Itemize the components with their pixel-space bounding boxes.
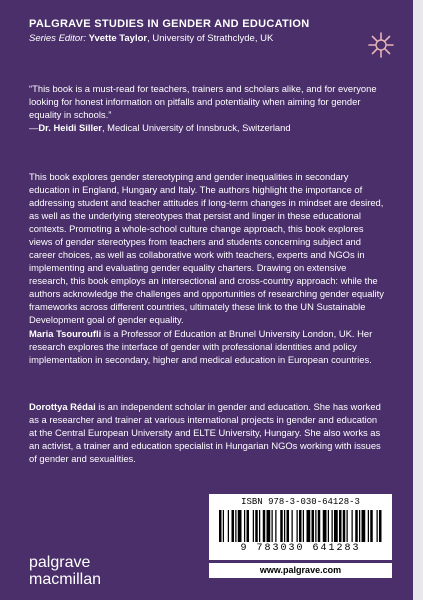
endorsement-quote bbox=[29, 82, 386, 134]
barcode-bar bbox=[253, 510, 254, 542]
barcode-bars bbox=[219, 510, 382, 542]
book-description: This book explores gender stereotyping and gender inequalities in secondary education in England, Hungary and Italy. The authors highlight the importance of addressing student and teacher attitudes if long-term changes in mindset are desired, as well as the underlying stereotypes that persist and linger in these educational contexts. Promoting a whole-school culture change approach, this book explores views of gender stereotypes from teachers and students concerning subject and career choices, as well as collaborative work with teachers, experts and NGOs in implementing and evaluating gender equality charters. Drawing on extensive research, this book employs an intersectional and cross-country approach: while the authors acknowledge the challenges and opportunities of researching gender equality frameworks across different countries, ultimately these link to the UN Sustainable Development goal of gender equality. bbox=[29, 171, 384, 325]
series-editor bbox=[29, 33, 359, 44]
series-editor-label: Series Editor: bbox=[29, 33, 87, 44]
barcode-bar bbox=[332, 510, 333, 542]
barcode-bar bbox=[292, 510, 293, 542]
barcode-bar bbox=[280, 510, 283, 542]
barcode-bar bbox=[312, 510, 315, 542]
author-name: Maria Tsouroufli bbox=[29, 328, 102, 339]
barcode-bar bbox=[223, 510, 224, 542]
barcode-bar bbox=[287, 510, 290, 542]
palgrave-star-logo-icon bbox=[366, 30, 396, 60]
barcode-bar bbox=[299, 510, 302, 542]
barcode-bar bbox=[370, 510, 373, 542]
barcode-bar bbox=[307, 510, 311, 542]
barcode-bar bbox=[362, 510, 366, 542]
author-bio bbox=[29, 400, 386, 465]
barcode-bar bbox=[359, 510, 360, 542]
barcode-bar bbox=[267, 510, 271, 542]
barcode-bar bbox=[355, 510, 358, 542]
barcode-bar bbox=[343, 510, 346, 542]
barcode-bar bbox=[303, 510, 304, 542]
barcode-bar bbox=[235, 510, 236, 542]
spine-edge bbox=[413, 0, 423, 600]
barcode-bar bbox=[259, 510, 260, 542]
barcode-bar bbox=[347, 510, 348, 542]
quote-author-affiliation: , Medical University of Innsbruck, Switzerland bbox=[101, 122, 291, 133]
author-bio-text: is a Professor of Education at Brunel University London, UK. Her research explores the interface of gender with professional identities and policy implementation in secondary, higher and medical education in European countries. bbox=[29, 328, 373, 365]
publisher-line1: palgrave bbox=[29, 554, 91, 571]
barcode-bar bbox=[315, 510, 316, 542]
author-bio bbox=[29, 327, 386, 366]
barcode-bar bbox=[232, 510, 235, 542]
quote-dash: — bbox=[29, 122, 39, 133]
barcode-bar bbox=[334, 510, 338, 542]
quote-author-name: Dr. Heidi Siller bbox=[38, 122, 102, 133]
barcode-bar bbox=[352, 510, 353, 542]
barcode-bar bbox=[255, 510, 258, 542]
publisher-logo bbox=[29, 554, 101, 588]
series-title: PALGRAVE STUDIES IN GENDER AND EDUCATION bbox=[29, 18, 310, 30]
series-editor-affiliation: , University of Strathclyde, UK bbox=[147, 33, 274, 44]
quote-text: “This book is a must-read for teachers, trainers and scholars alike, and for everyone looking for honest information on pitfalls and potentiality when aiming for gender equality in schools.” bbox=[29, 83, 377, 120]
barcode-bar bbox=[297, 510, 298, 542]
barcode-bar bbox=[339, 510, 342, 542]
barcode-bar bbox=[318, 510, 321, 542]
author-name: Dorottya Rédai bbox=[29, 401, 96, 412]
isbn-label: ISBN 978-3-030-64128-3 bbox=[241, 497, 360, 507]
barcode-digits: 9 783030 641283 bbox=[240, 543, 361, 554]
barcode-bar bbox=[328, 510, 329, 542]
barcode-bar bbox=[272, 510, 273, 542]
barcode-bar bbox=[219, 510, 222, 542]
barcode-bar bbox=[244, 510, 245, 542]
barcode-bar bbox=[368, 510, 369, 542]
author-bio-text: is an independent scholar in gender and education. She has worked as a researcher and trainer at various international projects in gender and education at the Central European University and ELTE University, Hungary. She also works as an activist, a trainer and education specialist in Hungarian NGOs working with issues of gender and sexualities. bbox=[29, 401, 381, 464]
barcode-bar bbox=[323, 510, 327, 542]
series-header bbox=[29, 18, 359, 44]
barcode-bar bbox=[247, 510, 250, 542]
publisher-website: www.palgrave.com bbox=[209, 563, 392, 578]
barcode-bar bbox=[228, 510, 229, 542]
barcode-bar bbox=[275, 510, 276, 542]
publisher-line2: macmillan bbox=[29, 571, 102, 588]
quote-attribution bbox=[29, 121, 386, 134]
barcode-bar bbox=[238, 510, 242, 542]
barcode-bar bbox=[263, 510, 266, 542]
barcode-bar bbox=[284, 510, 285, 542]
series-editor-name: Yvette Taylor bbox=[88, 33, 148, 44]
barcode-bar bbox=[377, 510, 378, 542]
isbn-barcode bbox=[209, 494, 392, 560]
barcode-bar bbox=[379, 510, 382, 542]
